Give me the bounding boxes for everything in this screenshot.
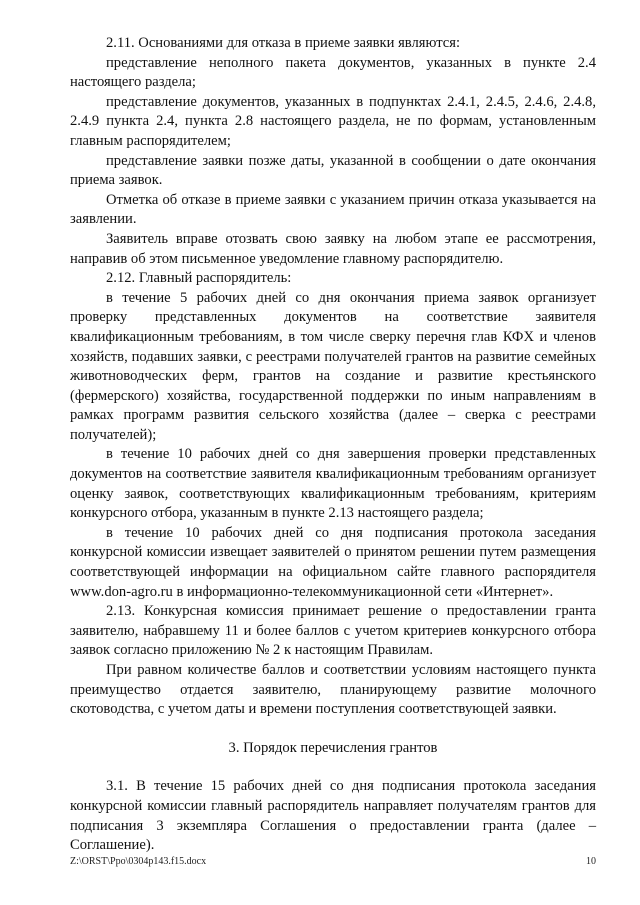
paragraph: При равном количестве баллов и соответствии условиям настоящего пункта преимущество отдается заявителю, планирующему развитие молочного скотоводства, с учетом даты и времени поступления соответствующей заявки.	[70, 662, 596, 718]
paragraph: в течение 10 рабочих дней со дня завершения проверки представленных документов на соответствие заявителя квалификационным требованиям организует оценку заявок, соответствующих квалификационным требованиям, критериям конкурсного отбора, указанным в пункте 2.13 настоящего раздела;	[70, 446, 596, 522]
paragraph: представление документов, указанных в подпунктах 2.4.1, 2.4.5, 2.4.6, 2.4.8, 2.4.9 пункта 2.4, пункта 2.8 настоящего раздела, не по формам, установленным главным распорядителем;	[70, 93, 596, 149]
paragraph: представление заявки позже даты, указанной в сообщении о дате окончания приема заявок.	[70, 152, 596, 189]
spacer	[70, 720, 596, 739]
paragraph: 2.13. Конкурсная комиссия принимает решение о предоставлении гранта заявителю, набравшему 11 и более баллов с учетом критериев конкурсного отбора заявок согласно приложению № 2 к настоящим Правилам.	[70, 603, 596, 659]
paragraph: Заявитель вправе отозвать свою заявку на любом этапе ее рассмотрения, направив об этом письменное уведомление главному распорядителю.	[70, 230, 596, 267]
spacer	[70, 758, 596, 777]
footer-file-path: Z:\ORST\Ppo\0304p143.f15.docx	[70, 856, 207, 867]
paragraph: 2.11. Основаниями для отказа в приеме заявки являются:	[106, 35, 461, 51]
page-number: 10	[586, 856, 596, 867]
paragraph: в течение 10 рабочих дней со дня подписания протокола заседания конкурсной комиссии извещает заявителей о принятом решении путем размещения соответствующей информации на официальном сайте главного распорядителя www.don-agro.ru в информационно-телекоммуникационной сети «Интернет».	[70, 524, 596, 600]
section-heading: 3. Порядок перечисления грантов	[228, 739, 438, 756]
document-page	[70, 34, 596, 856]
paragraph: в течение 5 рабочих дней со дня окончания приема заявок организует проверку представленных документов на соответствие заявителя квалификационным требованиям, в том числе сверку перечня глав КФХ и членов хозяйств, подавших заявки, с реестрами получателей грантов на развитие семейных животноводческих ферм, грантов на создание и развитие крестьянского (фермерского) хозяйства, государственной поддержки по иным направлениям в рамках программ развития сельского хозяйства (далее – сверка с реестрами получателей);	[70, 289, 596, 443]
paragraph: Отметка об отказе в приеме заявки с указанием причин отказа указывается на заявлении.	[70, 191, 596, 228]
paragraph: 2.12. Главный распорядитель:	[106, 270, 292, 287]
paragraph: 3.1. В течение 15 рабочих дней со дня подписания протокола заседания конкурсной комиссии главный распорядитель направляет получателям грантов для подписания 3 экземпляра Соглашения о предоставлении гранта (далее – Соглашение).	[70, 778, 596, 854]
paragraph: представление неполного пакета документов, указанных в пункте 2.4 настоящего раздела;	[70, 54, 596, 91]
